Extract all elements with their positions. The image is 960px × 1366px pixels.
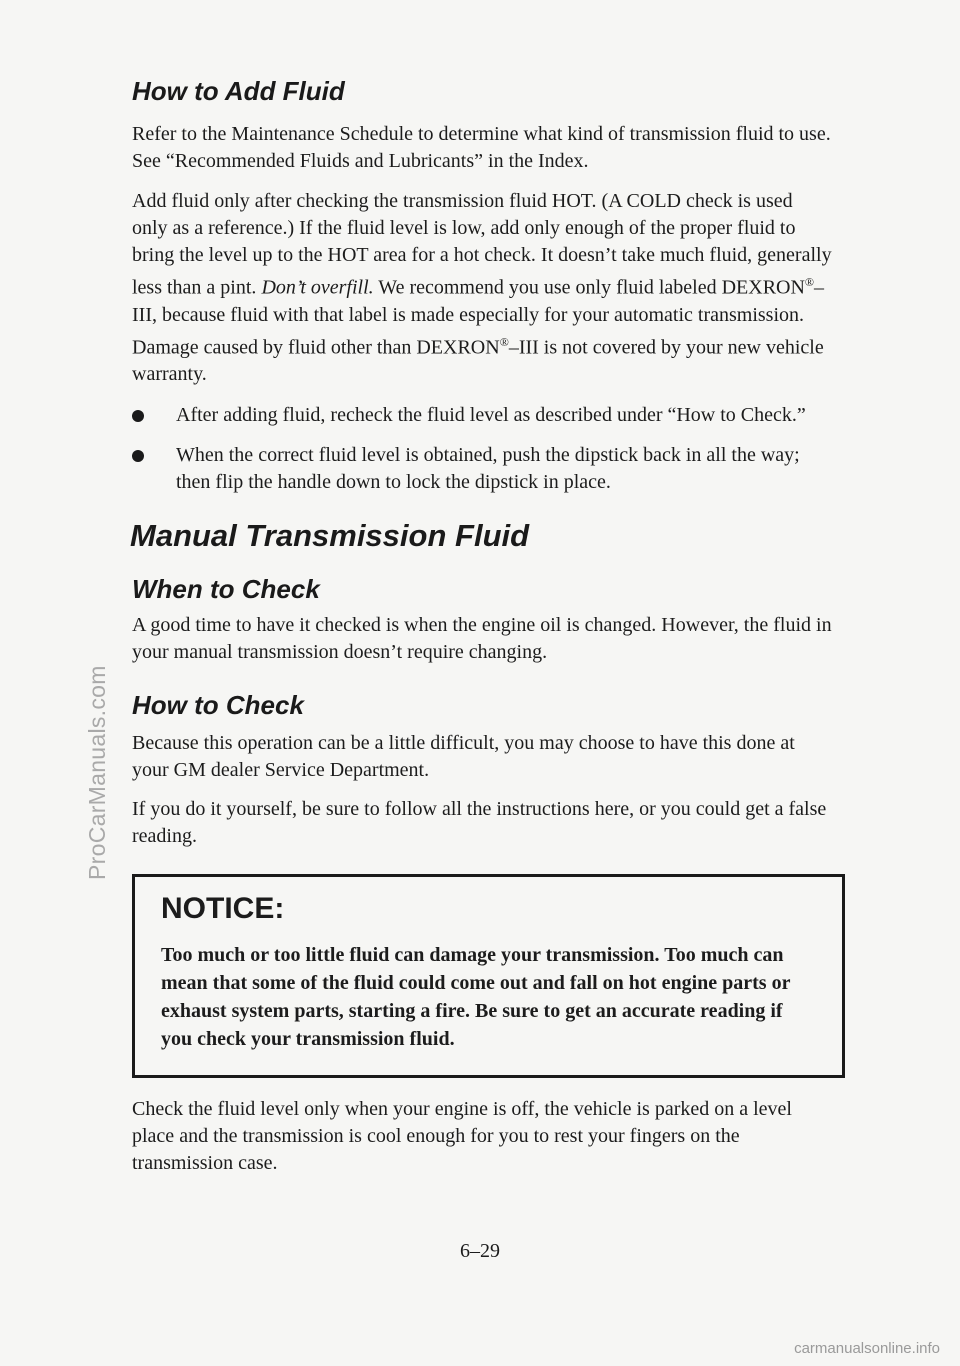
section-title-manual-transmission: Manual Transmission Fluid	[130, 518, 530, 554]
bullet-icon	[132, 450, 144, 462]
page-number: 6–29	[460, 1240, 500, 1262]
heading-how-to-check: How to Check	[132, 690, 304, 721]
bullet-list	[132, 402, 832, 496]
list-item	[132, 442, 832, 496]
footer-watermark: carmanualsonline.info	[794, 1340, 940, 1357]
add-fluid-text-a: Add fluid only after checking the transmission fluid HOT. (A COLD check is used only as a reference.) If the fluid level is low, add only enough of the proper fluid to bring the level up to the HOT area for a hot check. It doesn’t take much fluid, generally less than a pint.	[132, 190, 832, 299]
add-fluid-text-b: We recommend you use only fluid labeled DEXRON	[373, 276, 805, 299]
notice-title: NOTICE:	[161, 892, 285, 926]
heading-when-to-check: When to Check	[132, 574, 320, 605]
bullet-icon	[132, 410, 144, 422]
paragraph-when-to-check: A good time to have it checked is when the engine oil is changed. However, the fluid in your manual transmission doesn’t require changing.	[132, 614, 832, 664]
heading-how-to-add-fluid: How to Add Fluid	[132, 76, 345, 106]
paragraph-operation-difficult: Because this operation can be a little difficult, you may choose to have this done at your GM dealer Service Department.	[132, 732, 795, 782]
paragraph-do-it-yourself: If you do it yourself, be sure to follow all the instructions here, or you could get a false reading.	[132, 798, 827, 848]
page-content	[132, 74, 832, 1177]
dont-overfill-emphasis: Don’t overfill.	[261, 276, 374, 299]
side-watermark-text: ProCarManuals.com	[84, 665, 110, 880]
list-item	[132, 402, 832, 429]
paragraph-refer-schedule: Refer to the Maintenance Schedule to determine what kind of transmission fluid to use. See “Recommended Fluids and Lubricants” in the Index.	[132, 123, 831, 172]
add-fluid-text-d: –III is not covered by your new vehicle warranty.	[132, 336, 824, 386]
bullet-text: When the correct fluid level is obtained, push the dipstick back in all the way; then flip the handle down to lock the dipstick in place.	[176, 444, 800, 494]
add-fluid-text-c: –III, because fluid with that label is made especially for your automatic transmission. Damage caused by fluid other than DEXRON	[132, 276, 825, 359]
registered-mark: ®	[804, 275, 815, 289]
bullet-text: After adding fluid, recheck the fluid level as described under “How to Check.”	[176, 404, 806, 427]
notice-box	[132, 874, 845, 1078]
registered-mark: ®	[499, 334, 509, 349]
paragraph-check-level: Check the fluid level only when your engine is off, the vehicle is parked on a level place and the transmission is cool enough for you to rest your fingers on the transmission case.	[132, 1098, 792, 1175]
paragraph-add-fluid	[132, 188, 832, 388]
notice-body: Too much or too little fluid can damage your transmission. Too much can mean that some of the fluid could come out and fall on hot engine parts or exhaust system parts, starting a fire. Be sure to get an accurate reading if you check your transmission fluid.	[161, 944, 791, 1051]
